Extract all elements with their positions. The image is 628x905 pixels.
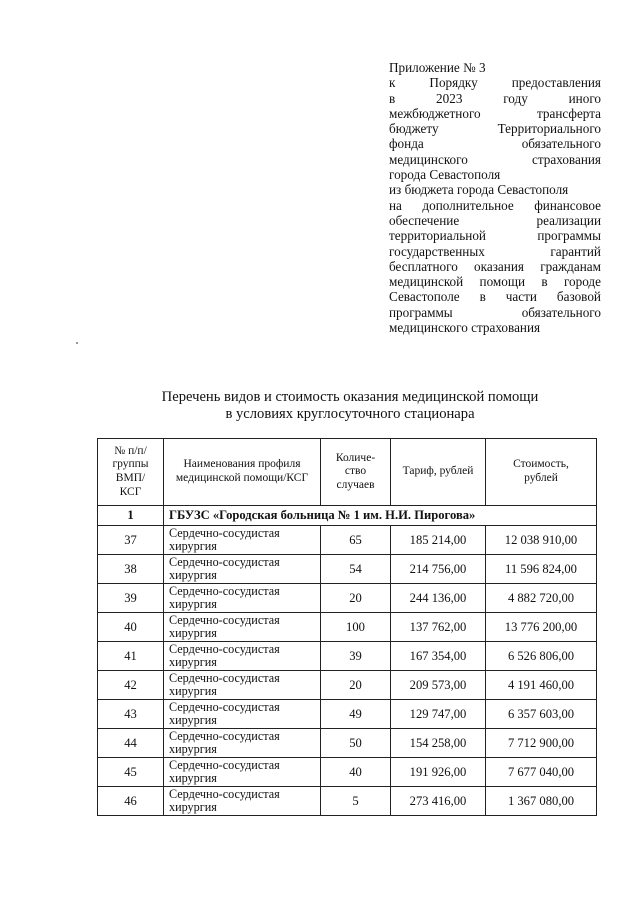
cell-tariff: 191 926,00	[391, 758, 486, 787]
appendix-word: в	[479, 289, 486, 305]
appendix-word: иного	[568, 90, 601, 106]
table-row	[98, 700, 597, 729]
appendix-word: оказания	[474, 258, 524, 274]
header-tariff: Тариф, рублей	[391, 439, 486, 506]
appendix-word: медицинской	[389, 274, 464, 290]
appendix-word: фонда	[389, 136, 424, 152]
cell-profile: Сердечно-сосудистая хирургия	[164, 642, 321, 671]
cell-tariff: 214 756,00	[391, 555, 486, 584]
appendix-line: Приложение № 3	[389, 60, 486, 75]
appendix-word: Порядку	[429, 75, 478, 91]
appendix-line	[389, 244, 601, 259]
cell-num: 45	[98, 758, 164, 787]
cell-profile: Сердечно-сосудистая хирургия	[164, 700, 321, 729]
cell-cost: 6 357 603,00	[486, 700, 597, 729]
cell-profile: Сердечно-сосудистая хирургия	[164, 787, 321, 816]
appendix-word: бюджету	[389, 121, 439, 137]
appendix-line	[389, 136, 601, 151]
table-row	[98, 555, 597, 584]
cell-num: 39	[98, 584, 164, 613]
appendix-line	[389, 75, 601, 90]
appendix-line	[389, 305, 601, 320]
table-row	[98, 642, 597, 671]
appendix-word: дополнительное	[422, 197, 514, 213]
appendix-word: обязательного	[521, 136, 601, 152]
appendix-line: медицинского страхования	[389, 320, 541, 336]
appendix-line	[389, 198, 601, 213]
appendix-word: Севастополе	[389, 289, 460, 305]
cell-cases: 5	[321, 787, 391, 816]
cell-profile: Сердечно-сосудистая хирургия	[164, 729, 321, 758]
appendix-word: в	[389, 90, 396, 106]
tariff-table	[97, 438, 597, 816]
cell-cases: 20	[321, 584, 391, 613]
list-title-line: Перечень видов и стоимость оказания медицинской помощи	[161, 389, 539, 405]
cell-tariff: 167 354,00	[391, 642, 486, 671]
cell-profile: Сердечно-сосудистая хирургия	[164, 555, 321, 584]
appendix-word: программы	[389, 304, 453, 320]
appendix-line	[389, 289, 601, 304]
cell-cost: 13 776 200,00	[486, 613, 597, 642]
cell-num: 40	[98, 613, 164, 642]
appendix-word: программы	[537, 228, 601, 244]
scan-speck	[76, 342, 78, 344]
cell-cost: 7 712 900,00	[486, 729, 597, 758]
cell-cases: 65	[321, 526, 391, 555]
appendix-word: части	[505, 289, 537, 305]
cell-cost: 4 191 460,00	[486, 671, 597, 700]
cell-profile: Сердечно-сосудистая хирургия	[164, 613, 321, 642]
appendix-word: обязательного	[521, 304, 601, 320]
header-profile: Наименования профиля медицинской помощи/КСГ	[164, 439, 321, 506]
cell-cases: 50	[321, 729, 391, 758]
cell-profile: Сердечно-сосудистая хирургия	[164, 758, 321, 787]
cell-num: 43	[98, 700, 164, 729]
group-row	[98, 506, 597, 526]
appendix-word: году	[503, 90, 528, 106]
appendix-block	[389, 60, 601, 335]
table-row	[98, 613, 597, 642]
header-cases: Количе- ство случаев	[321, 439, 391, 506]
cell-cost: 11 596 824,00	[486, 555, 597, 584]
appendix-line	[389, 121, 601, 136]
cell-cost: 6 526 806,00	[486, 642, 597, 671]
appendix-line	[389, 213, 601, 228]
cell-cases: 49	[321, 700, 391, 729]
appendix-line	[389, 274, 601, 289]
appendix-line	[389, 228, 601, 243]
cell-cases: 40	[321, 758, 391, 787]
header-num: № п/п/ группы ВМП/ КСГ	[98, 439, 164, 506]
table-header-row	[98, 439, 597, 506]
cell-tariff: 185 214,00	[391, 526, 486, 555]
cell-num: 42	[98, 671, 164, 700]
appendix-word: трансферта	[536, 105, 601, 121]
appendix-line	[389, 152, 601, 167]
appendix-line	[389, 91, 601, 106]
group-num: 1	[98, 506, 164, 526]
appendix-word: базовой	[556, 289, 601, 305]
appendix-word: межбюджетного	[389, 105, 481, 121]
appendix-word: на	[389, 197, 402, 213]
appendix-word: обеспечение	[389, 212, 460, 228]
appendix-line: города Севастополя	[389, 167, 501, 183]
header-cost: Стоимость, рублей	[486, 439, 597, 506]
appendix-word: бесплатного	[389, 258, 458, 274]
appendix-word: гарантий	[550, 243, 601, 259]
appendix-word: территориальной	[389, 228, 486, 244]
cell-num: 41	[98, 642, 164, 671]
cell-cases: 39	[321, 642, 391, 671]
cell-profile: Сердечно-сосудистая хирургия	[164, 584, 321, 613]
table-row	[98, 671, 597, 700]
cell-cases: 20	[321, 671, 391, 700]
list-title-line: в условиях круглосуточного стационара	[225, 406, 475, 422]
cell-tariff: 137 762,00	[391, 613, 486, 642]
appendix-line: из бюджета города Севастополя	[389, 182, 569, 198]
appendix-word: гражданам	[540, 258, 601, 274]
cell-cost: 12 038 910,00	[486, 526, 597, 555]
appendix-word: к	[389, 75, 396, 91]
cell-tariff: 129 747,00	[391, 700, 486, 729]
cell-cost: 1 367 080,00	[486, 787, 597, 816]
table-row	[98, 526, 597, 555]
appendix-line	[389, 106, 601, 121]
cell-tariff: 209 573,00	[391, 671, 486, 700]
cell-num: 37	[98, 526, 164, 555]
appendix-word: государственных	[389, 243, 485, 259]
cell-cases: 54	[321, 555, 391, 584]
cell-profile: Сердечно-сосудистая хирургия	[164, 526, 321, 555]
cell-num: 46	[98, 787, 164, 816]
appendix-word: медицинского	[389, 151, 468, 167]
cell-tariff: 273 416,00	[391, 787, 486, 816]
appendix-word: финансовое	[534, 197, 601, 213]
cell-tariff: 244 136,00	[391, 584, 486, 613]
appendix-word: предоставления	[511, 75, 601, 91]
table-row	[98, 758, 597, 787]
appendix-line	[389, 259, 601, 274]
appendix-word: реализации	[536, 212, 601, 228]
table-row	[98, 584, 597, 613]
appendix-word: помощи	[479, 274, 526, 290]
cell-cost: 4 882 720,00	[486, 584, 597, 613]
cell-num: 44	[98, 729, 164, 758]
list-title	[130, 389, 570, 423]
appendix-word: Территориального	[497, 121, 601, 137]
appendix-word: городе	[563, 274, 601, 290]
cell-profile: Сердечно-сосудистая хирургия	[164, 671, 321, 700]
table-row	[98, 729, 597, 758]
table-row	[98, 787, 597, 816]
cell-cost: 7 677 040,00	[486, 758, 597, 787]
cell-cases: 100	[321, 613, 391, 642]
cell-tariff: 154 258,00	[391, 729, 486, 758]
appendix-word: страхования	[532, 151, 601, 167]
cell-num: 38	[98, 555, 164, 584]
group-name: ГБУЗС «Городская больница № 1 им. Н.И. Пирогова»	[164, 506, 597, 526]
appendix-word: 2023	[436, 90, 463, 106]
appendix-word: в	[541, 274, 548, 290]
